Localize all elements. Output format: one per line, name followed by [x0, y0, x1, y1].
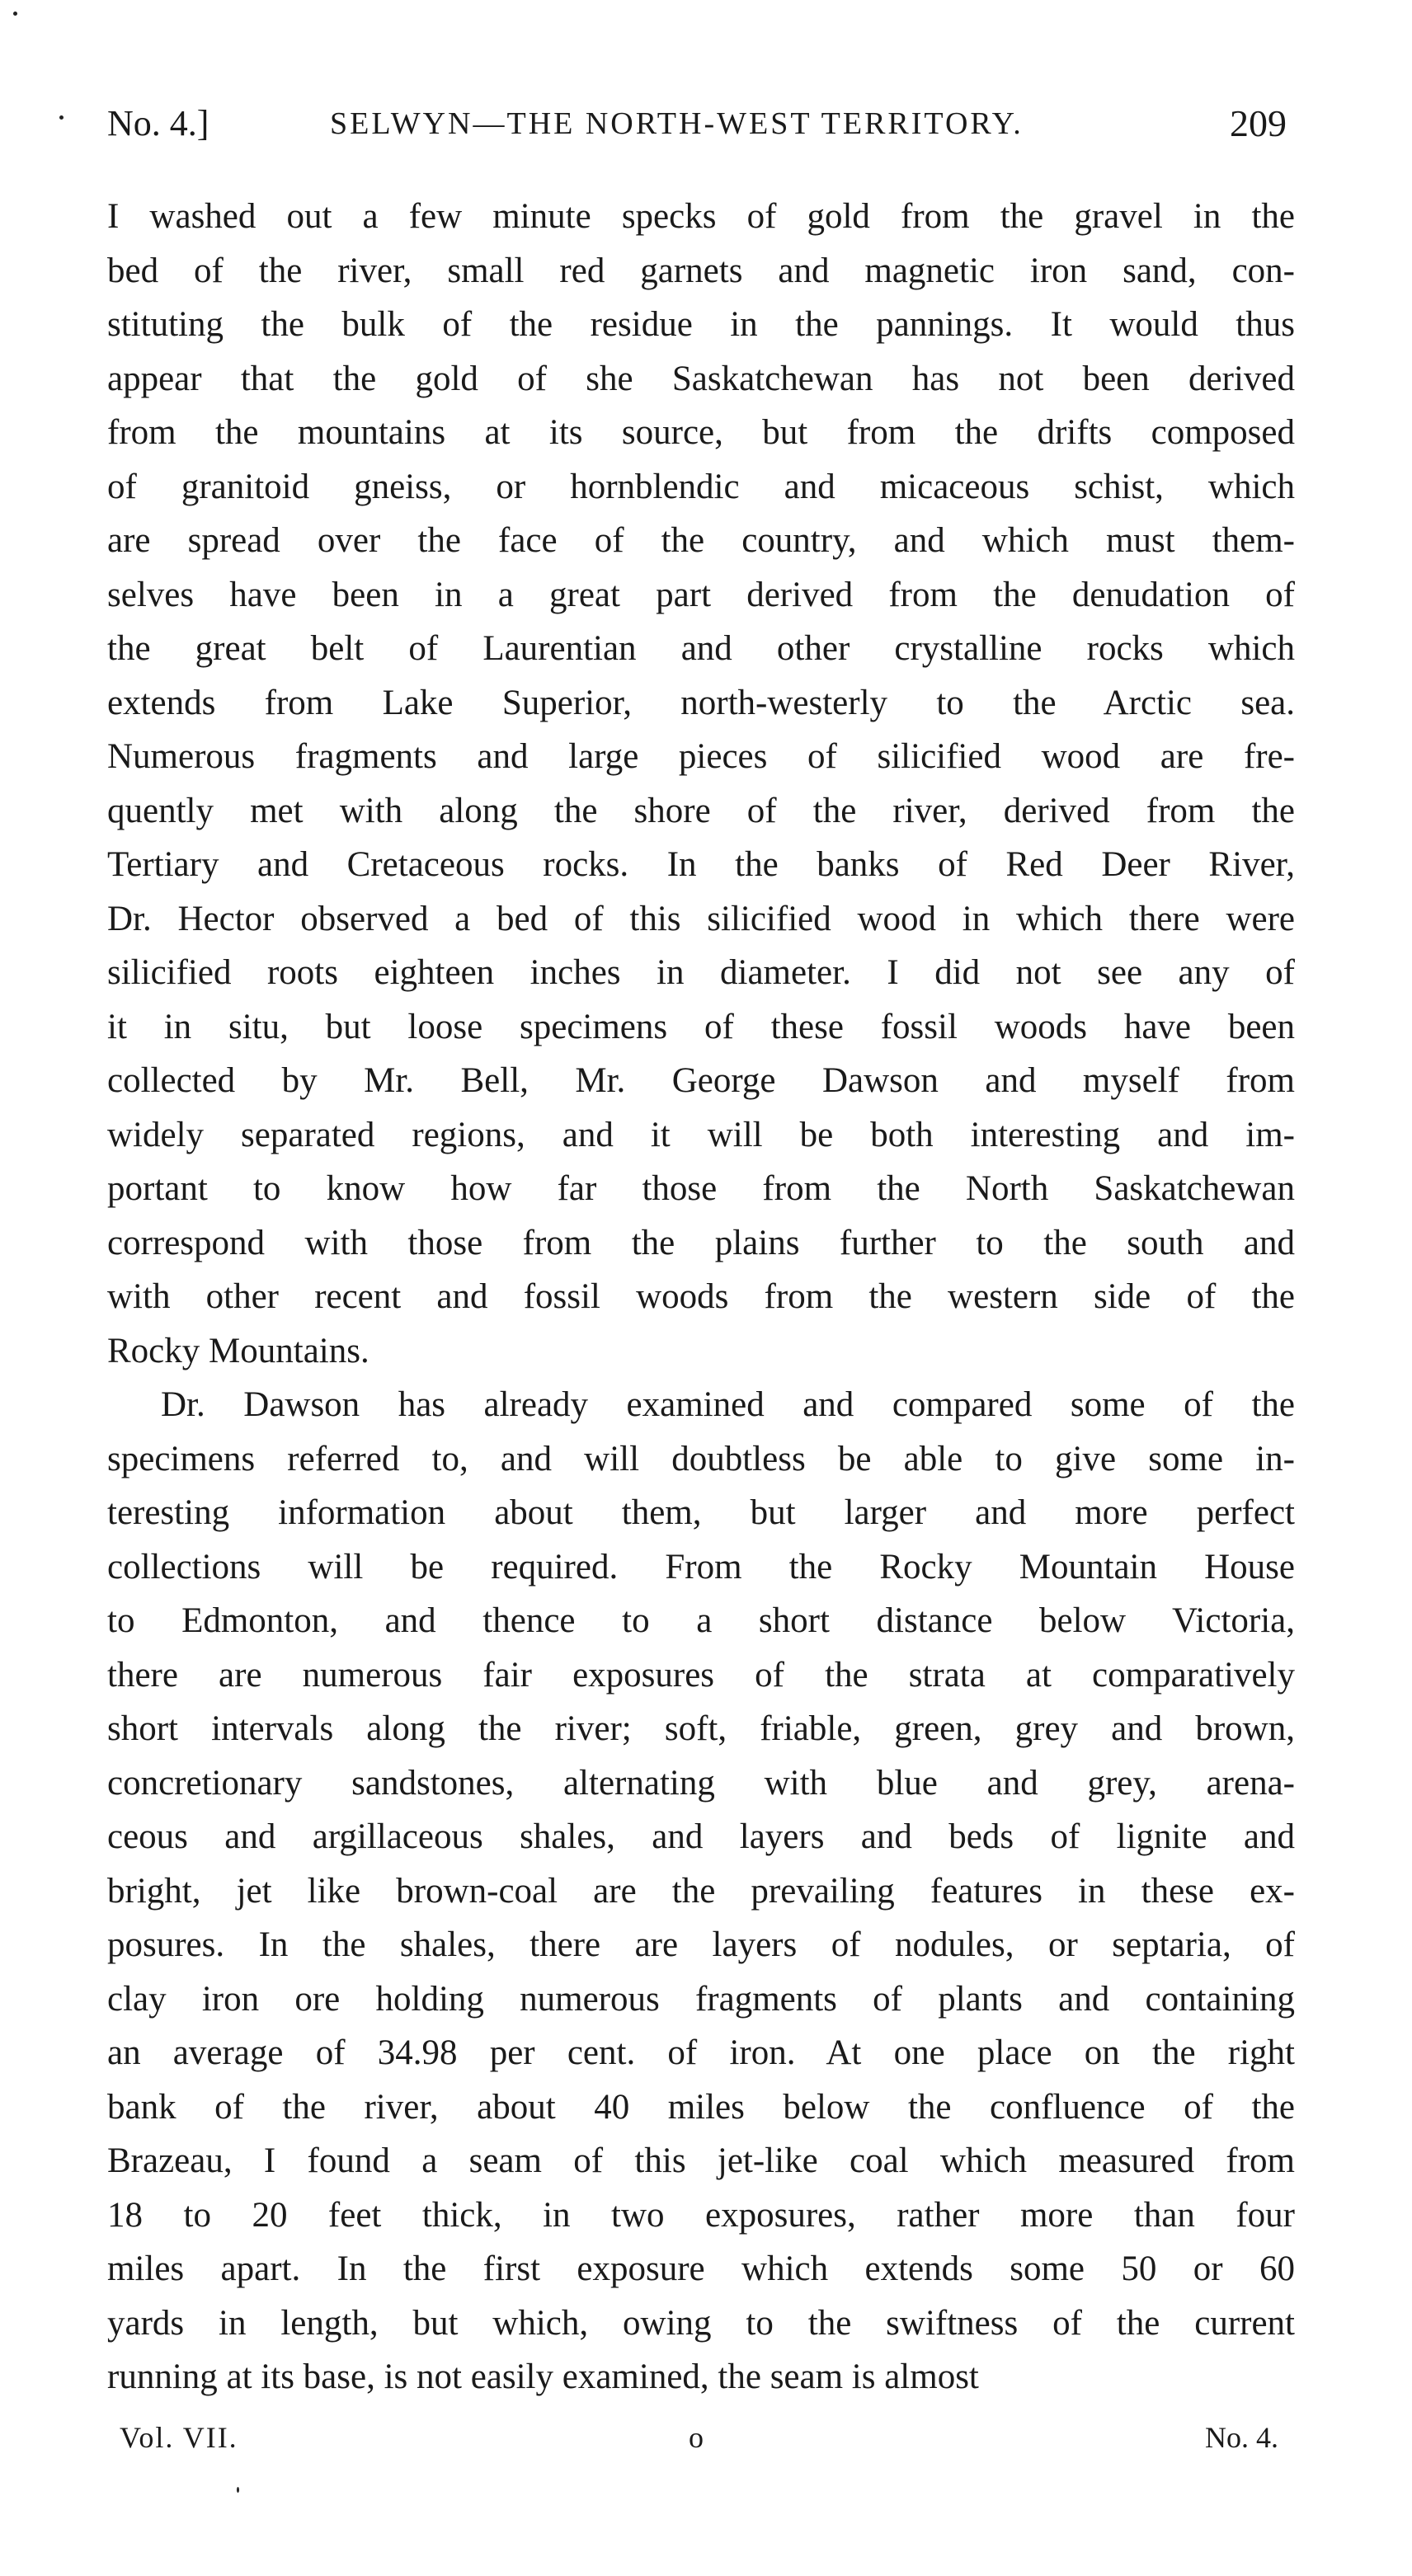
paragraph — [107, 190, 1295, 1378]
signature-mark: o — [689, 2420, 704, 2454]
text-line: running at its base, is not easily examined, the seam is almost — [107, 2357, 979, 2396]
text-line: with other recent and fossil woods from the western side of the — [107, 1277, 1295, 1316]
text-line: appear that the gold of she Saskatchewan has not been derived — [107, 359, 1295, 398]
footer-number: No. 4. — [1205, 2420, 1278, 2454]
page-number: 209 — [1230, 102, 1287, 144]
paragraph — [107, 1378, 1295, 2404]
text-line: bank of the river, about 40 miles below the confluence of the — [107, 2087, 1295, 2127]
document-page — [107, 91, 1295, 2462]
text-line: miles apart. In the first exposure which extends some 50 or 60 — [107, 2249, 1295, 2288]
text-line: portant to know how far those from the North Saskatchewan — [107, 1169, 1295, 1208]
text-line: yards in length, but which, owing to the swiftness of the current — [107, 2303, 1295, 2343]
ink-speck — [237, 2487, 239, 2493]
text-line: short intervals along the river; soft, friable, green, grey and brown, — [107, 1709, 1295, 1748]
text-line: Rocky Mountains. — [107, 1331, 369, 1370]
text-line: correspond with those from the plains further to the south and — [107, 1223, 1295, 1262]
issue-number: No. 4.] — [107, 103, 209, 143]
page-footer — [107, 2413, 1295, 2462]
text-line: Brazeau, I found a seam of this jet-like coal which measured from — [107, 2141, 1295, 2180]
text-line: of granitoid gneiss, or hornblendic and micaceous schist, which — [107, 467, 1295, 506]
text-line: are spread over the face of the country, and which must them- — [107, 521, 1295, 560]
text-line: silicified roots eighteen inches in diameter. I did not see any of — [107, 953, 1295, 992]
text-line: ceous and argillaceous shales, and layers and beds of lignite and — [107, 1817, 1295, 1856]
text-line: there are numerous fair exposures of the strata at comparatively — [107, 1655, 1295, 1695]
text-line: extends from Lake Superior, north-westerly to the Arctic sea. — [107, 683, 1295, 722]
text-line: Tertiary and Cretaceous rocks. In the banks of Red Deer River, — [107, 845, 1295, 884]
text-line: quently met with along the shore of the river, derived from the — [107, 791, 1295, 830]
body-text — [107, 190, 1295, 2404]
text-line: Dr. Hector observed a bed of this silicified wood in which there were — [107, 899, 1295, 938]
text-line: collections will be required. From the Rocky Mountain House — [107, 1547, 1295, 1586]
text-line: bright, jet like brown-coal are the prevailing features in these ex- — [107, 1871, 1295, 1911]
text-line: collected by Mr. Bell, Mr. George Dawson and myself from — [107, 1061, 1295, 1100]
text-line: posures. In the shales, there are layers of nodules, or septaria, of — [107, 1925, 1295, 1964]
text-line: it in situ, but loose specimens of these fossil woods have been — [107, 1007, 1295, 1046]
text-line: I washed out a few minute specks of gold from the gravel in the — [107, 197, 1295, 236]
text-line: to Edmonton, and thence to a short distance below Victoria, — [107, 1601, 1295, 1640]
text-line: teresting information about them, but larger and more perfect — [107, 1493, 1295, 1532]
running-head — [107, 91, 1295, 157]
text-line: specimens referred to, and will doubtless be able to give some in- — [107, 1439, 1295, 1478]
text-line: Dr. Dawson has already examined and compared some of the — [161, 1385, 1295, 1424]
text-line: the great belt of Laurentian and other crystalline rocks which — [107, 629, 1295, 668]
text-line: from the mountains at its source, but from the drifts composed — [107, 413, 1295, 452]
text-line: clay iron ore holding numerous fragments of plants and containing — [107, 1979, 1295, 2019]
text-line: Numerous fragments and large pieces of silicified wood are fre- — [107, 737, 1295, 776]
text-line: an average of 34.98 per cent. of iron. At one place on the right — [107, 2033, 1295, 2072]
ink-speck — [13, 12, 17, 16]
text-line: bed of the river, small red garnets and magnetic iron sand, con- — [107, 251, 1295, 290]
volume-label: Vol. VII. — [120, 2420, 238, 2454]
text-line: concretionary sandstones, alternating with blue and grey, arena- — [107, 1763, 1295, 1803]
running-title: SELWYN—THE NORTH-WEST TERRITORY. — [330, 106, 1024, 141]
text-line: stituting the bulk of the residue in the pannings. It would thus — [107, 305, 1295, 344]
ink-speck — [59, 115, 64, 120]
text-line: 18 to 20 feet thick, in two exposures, rather more than four — [107, 2195, 1295, 2235]
text-line: selves have been in a great part derived from the denudation of — [107, 575, 1295, 614]
text-line: widely separated regions, and it will be both interesting and im- — [107, 1115, 1295, 1154]
